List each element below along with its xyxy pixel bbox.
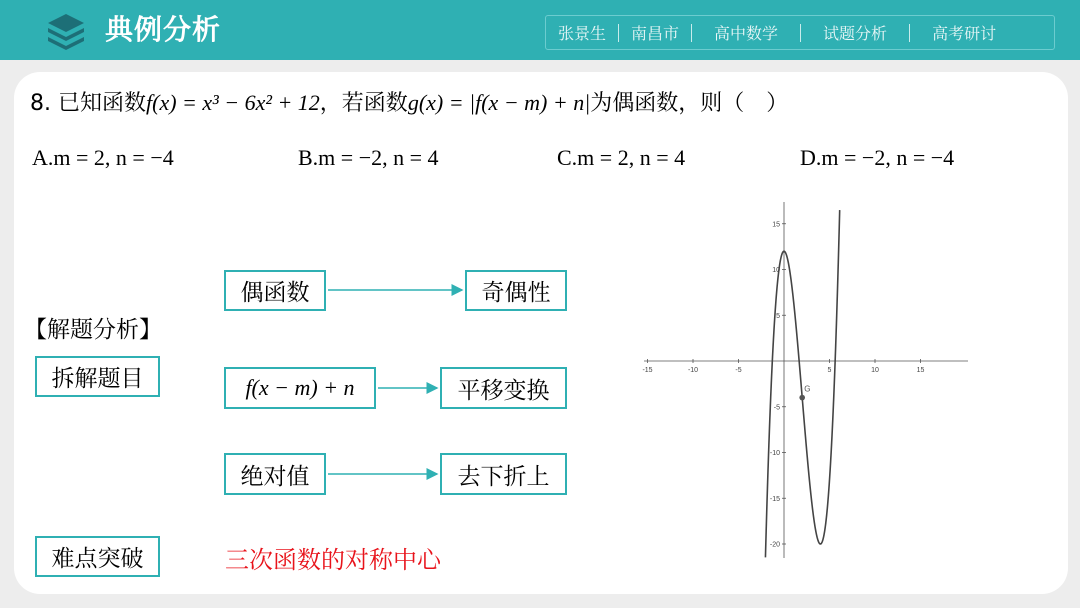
function-graph <box>640 200 970 560</box>
breakthrough-text: 三次函数的对称中心 <box>225 546 441 574</box>
option-c[interactable]: C.m = 2, n = 4 <box>557 145 686 170</box>
question-prefix: 已知函数 <box>57 91 146 116</box>
x-tick-label: 15 <box>916 367 925 374</box>
breadcrumb <box>545 15 1055 50</box>
point-g <box>799 395 805 401</box>
page-title: 典例分析 <box>105 13 222 46</box>
header-bar <box>0 0 1080 60</box>
y-tick-label: 15 <box>772 221 780 229</box>
f-definition: f(x) = x³ − 6x² + 12 <box>146 90 320 115</box>
y-tick-label: -15 <box>769 495 780 503</box>
x-tick-label: 10 <box>871 367 879 374</box>
fold-up-box: 去下折上 <box>440 453 567 495</box>
question-number: 8. <box>30 91 58 116</box>
x-tick-label: -5 <box>735 367 742 374</box>
stacked-layers-icon <box>44 10 88 54</box>
even-function-box: 偶函数 <box>224 270 326 311</box>
x-tick-label: -10 <box>687 367 699 374</box>
y-tick-label: -20 <box>769 541 780 549</box>
question-suffix: 为偶函数，则（ ） <box>590 91 789 116</box>
translation-box: 平移变换 <box>440 367 567 409</box>
difficulty-box: 难点突破 <box>35 536 160 577</box>
question-mid: ，若函数 <box>319 91 408 116</box>
g-definition: g(x) = |f(x − m) + n| <box>407 90 591 115</box>
parse-question-box: 拆解题目 <box>35 356 160 397</box>
y-tick-label: -10 <box>769 450 780 457</box>
y-tick-label: 10 <box>772 267 780 274</box>
y-tick-label: 5 <box>776 312 780 320</box>
y-tick-label: -5 <box>773 404 780 412</box>
nav-item-analysis[interactable]: 试题分析 <box>823 24 888 43</box>
question-text <box>30 86 788 117</box>
shift-expression: f(x − m) + n <box>245 375 355 400</box>
option-b[interactable]: B.m = −2, n = 4 <box>298 145 439 170</box>
x-tick-label: -15 <box>642 367 653 374</box>
cubic-curve <box>765 210 839 557</box>
section-label: 【解题分析】 <box>24 317 162 343</box>
nav-item-author[interactable]: 张景生 <box>558 24 607 43</box>
absolute-value-box: 绝对值 <box>224 453 326 495</box>
nav-item-subject[interactable]: 高中数学 <box>714 24 779 43</box>
parity-box: 奇偶性 <box>465 270 567 311</box>
nav-item-city[interactable]: 南昌市 <box>631 24 680 43</box>
x-tick-label: 5 <box>827 367 832 374</box>
point-g-label: G <box>804 384 811 394</box>
option-a[interactable]: A.m = 2, n = −4 <box>32 145 174 170</box>
shift-expression-box <box>224 367 376 409</box>
option-d[interactable]: D.m = −2, n = −4 <box>800 145 955 170</box>
nav-item-research[interactable]: 高考研讨 <box>932 24 997 43</box>
